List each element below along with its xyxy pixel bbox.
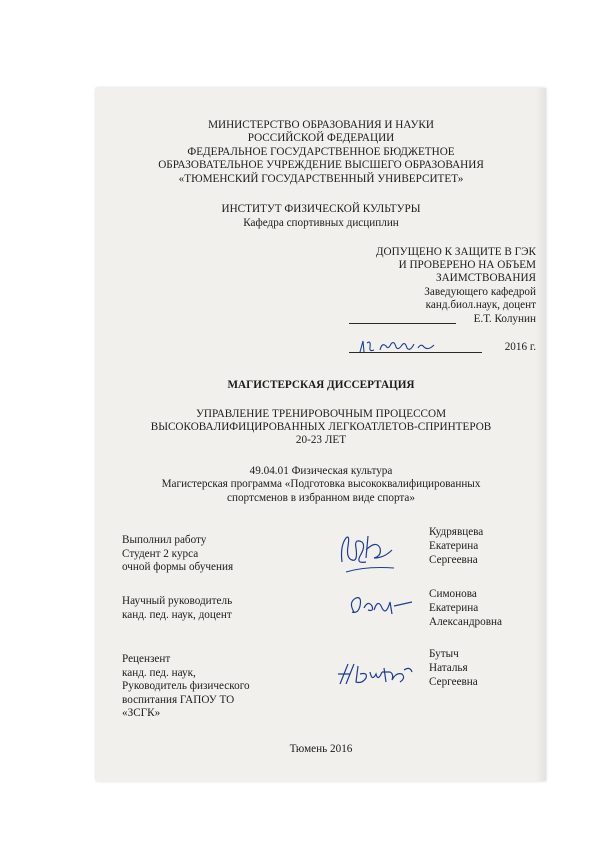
department-name: Кафедра спортивных дисциплин: [243, 217, 399, 229]
author-role-3: очной формы обучения: [122, 561, 234, 573]
thesis-title-line-3: 20-23 ЛЕТ: [295, 434, 347, 446]
supervisor-patronymic: Александровна: [429, 616, 502, 628]
city-year: Тюмень 2016: [289, 743, 353, 755]
reviewer-first-name: Наталья: [429, 662, 468, 674]
supervisor-signature: [346, 588, 416, 620]
author-role-1: Выполнил работу: [122, 534, 207, 546]
approval-line-2: И ПРОВЕРЕНО НА ОБЪЕМ: [398, 259, 536, 271]
supervisor-role-2: канд. пед. наук, доцент: [122, 609, 232, 621]
author-signature: [336, 528, 400, 576]
reviewer-role-3: Руководитель физического: [122, 680, 250, 692]
approver-name: Е.Т. Колунин: [473, 313, 536, 325]
ministry-line-2: РОССИЙСКОЙ ФЕДЕРАЦИИ: [247, 132, 395, 144]
author-role-2: Студент 2 курса: [122, 548, 199, 560]
approval-date-handwriting: [358, 338, 438, 356]
approval-line-1: ДОПУЩЕНО К ЗАЩИТЕ В ГЭК: [375, 246, 536, 258]
author-patronymic: Сергеевна: [429, 554, 478, 566]
approval-line-3: ЗАИМСТВОВАНИЯ: [435, 272, 536, 284]
approver-signature-line: [349, 323, 456, 324]
reviewer-signature: [332, 660, 416, 690]
supervisor-surname: Симонова: [429, 588, 477, 600]
author-surname: Кудрявцева: [429, 526, 484, 538]
reviewer-role-5: «ЗСГК»: [122, 707, 161, 719]
ministry-line-1: МИНИСТЕРСТВО ОБРАЗОВАНИЯ И НАУКИ: [208, 119, 434, 131]
institution-line-1: ФЕДЕРАЛЬНОЕ ГОСУДАРСТВЕННОЕ БЮДЖЕТНОЕ: [187, 146, 455, 158]
program-code: 49.04.01 Физическая культура: [249, 465, 393, 477]
document-type: МАГИСТЕРСКАЯ ДИССЕРТАЦИЯ: [227, 379, 415, 391]
supervisor-first-name: Екатерина: [429, 602, 479, 614]
institute-name: ИНСТИТУТ ФИЗИЧЕСКОЙ КУЛЬТУРЫ: [221, 203, 421, 215]
reviewer-surname: Бутыч: [429, 648, 459, 660]
approver-degree: канд.биол.наук, доцент: [425, 299, 536, 311]
approval-year: 2016 г.: [504, 341, 536, 353]
institution-line-2: ОБРАЗОВАТЕЛЬНОЕ УЧРЕЖДЕНИЕ ВЫСШЕГО ОБРАЗОВАНИЯ: [158, 159, 484, 171]
reviewer-role-2: канд. пед. наук,: [122, 667, 196, 679]
thesis-title-line-1: УПРАВЛЕНИЕ ТРЕНИРОВОЧНЫМ ПРОЦЕССОМ: [195, 408, 447, 420]
author-first-name: Екатерина: [429, 540, 479, 552]
document-page: [96, 88, 546, 781]
program-name-line-2: спортсменов в избранном виде спорта»: [227, 492, 415, 504]
supervisor-role-1: Научный руководитель: [122, 595, 233, 607]
university-name: «ТЮМЕНСКИЙ ГОСУДАРСТВЕННЫЙ УНИВЕРСИТЕТ»: [178, 173, 464, 185]
reviewer-role-4: воспитания ГАПОУ ТО: [122, 694, 235, 706]
approver-position: Заведующего кафедрой: [424, 286, 536, 298]
thesis-title-line-2: ВЫСОКОВАЛИФИЦИРОВАННЫХ ЛЕГКОАТЛЕТОВ-СПРИНТЕРОВ: [150, 421, 492, 433]
reviewer-patronymic: Сергеевна: [429, 676, 478, 688]
reviewer-role-1: Рецензент: [122, 653, 171, 665]
program-name-line-1: Магистерская программа «Подготовка высококвалифицированных: [161, 478, 481, 490]
